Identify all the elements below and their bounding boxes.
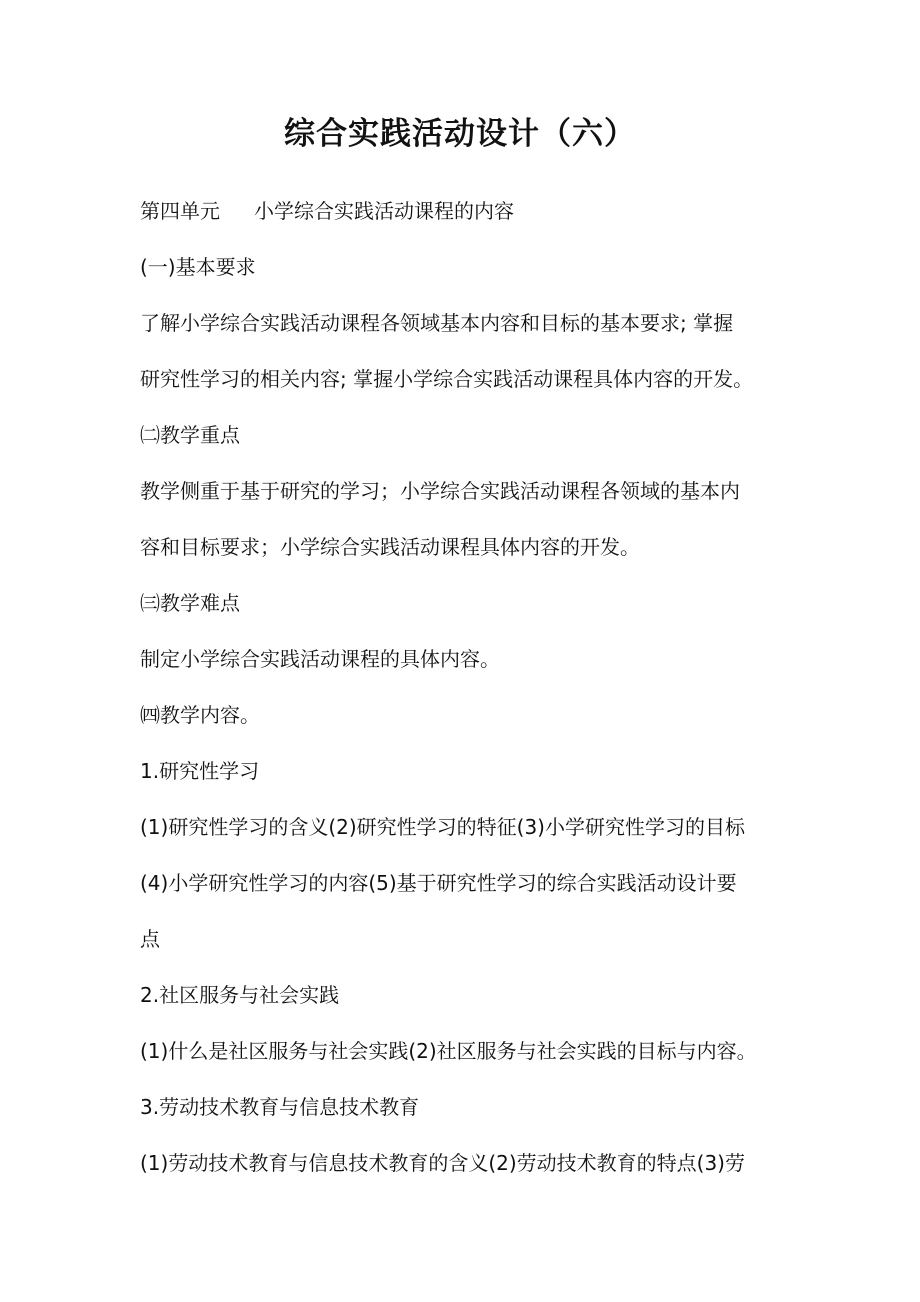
section-teaching-difficulty: ㈢教学难点 [140, 591, 240, 615]
unit-label: 第四单元 [140, 199, 220, 223]
paragraph-line: (4)小学研究性学习的内容(5)基于研究性学习的综合实践活动设计要 [140, 871, 737, 895]
paragraph-line: (1)研究性学习的含义(2)研究性学习的特征(3)小学研究性学习的目标 [140, 815, 745, 839]
paragraph-line: 了解小学综合实践活动课程各领域基本内容和目标的基本要求; 掌握 [140, 311, 734, 335]
subsection-community-service: 2.社区服务与社会实践 [140, 983, 340, 1007]
paragraph-line: 教学侧重于基于研究的学习；小学综合实践活动课程各领域的基本内 [140, 479, 740, 503]
paragraph-line: 容和目标要求；小学综合实践活动课程具体内容的开发。 [140, 535, 640, 559]
unit-heading [140, 197, 800, 225]
subsection-research-learning: 1.研究性学习 [140, 759, 260, 783]
document-title: 综合实践活动设计（六） [284, 116, 636, 152]
paragraph-line: (1)什么是社区服务与社会实践(2)社区服务与社会实践的目标与内容。 [140, 1039, 757, 1063]
section-teaching-focus: ㈡教学重点 [140, 423, 240, 447]
paragraph-line: 制定小学综合实践活动课程的具体内容。 [140, 647, 500, 671]
paragraph-line: 研究性学习的相关内容; 掌握小学综合实践活动课程具体内容的开发。 [140, 367, 754, 391]
unit-name: 小学综合实践活动课程的内容 [254, 199, 514, 223]
subsection-tech-education: 3.劳动技术教育与信息技术教育 [140, 1095, 420, 1119]
paragraph-line: (1)劳动技术教育与信息技术教育的含义(2)劳动技术教育的特点(3)劳 [140, 1151, 745, 1175]
section-basic-requirements: (一)基本要求 [140, 255, 256, 279]
section-teaching-content: ㈣教学内容。 [140, 703, 260, 727]
paragraph-line: 点 [140, 927, 160, 951]
